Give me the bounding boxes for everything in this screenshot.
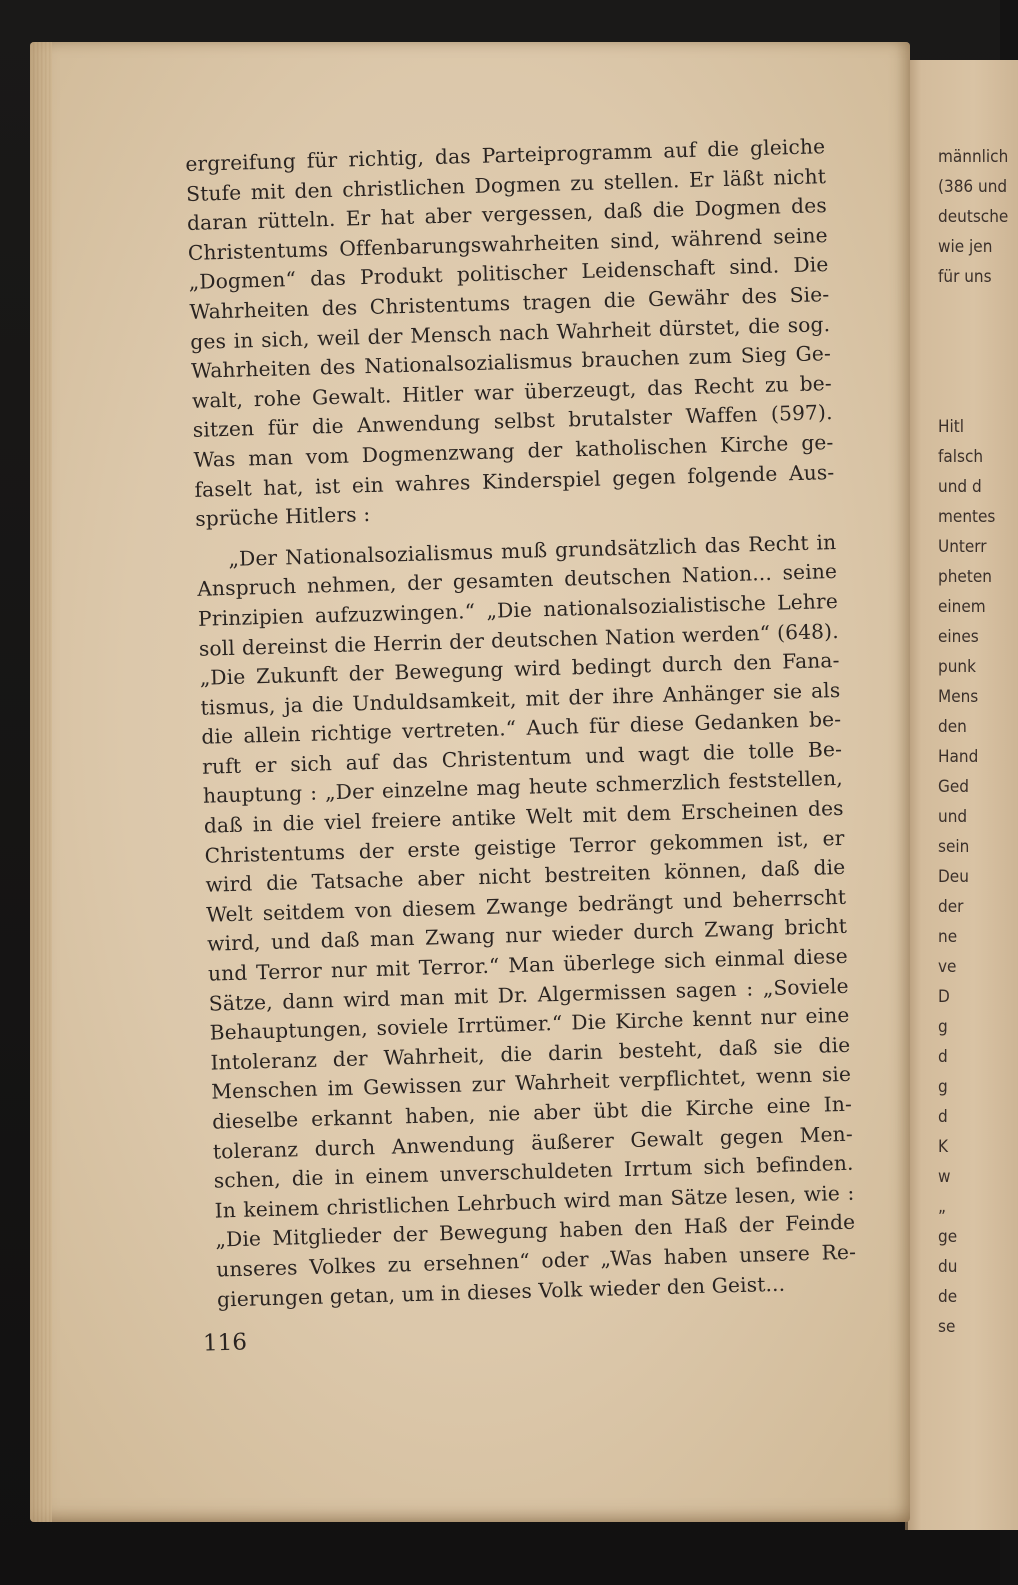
text-line: Christentums der erste geistige Terror gekommen ist, er: [204, 825, 845, 868]
page-edge: [30, 42, 52, 1522]
page-number: 116: [202, 1329, 248, 1357]
text-line: Prinzipien aufzuzwingen.“ „Die nationalsozialistische Lehre: [197, 588, 839, 631]
facing-page-line: K: [938, 1137, 949, 1157]
text-line: ges in sich, weil der Mensch nach Wahrheit dürstet, die sog.: [190, 311, 831, 354]
facing-page: [905, 60, 1018, 1530]
text-line: wird, und daß man Zwang nur wieder durch Zwang bricht: [206, 914, 848, 957]
text-line: Welt seitdem von diesem Zwange bedrängt und beherrscht: [206, 884, 847, 927]
facing-page-line: mentes: [938, 507, 996, 527]
text-line: Christentums Offenbarungswahrheiten sind, während seine: [187, 222, 828, 265]
facing-page-line: du: [938, 1257, 958, 1277]
text-line: Wahrheiten des Nationalsozialismus brauchen zum Sieg Ge-: [190, 341, 832, 384]
facing-page-line: einem: [938, 597, 986, 617]
text-line: wird die Tatsache aber nicht bestreiten können, daß die: [205, 855, 846, 897]
facing-page-line: [938, 322, 1018, 352]
facing-page-line: g: [938, 1077, 948, 1097]
text-line: und Terror nur mit Terror.“ Man überlege sich einmal diese: [207, 943, 849, 986]
text-line: dieselbe erkannt haben, nie aber übt die Kirche eine In-: [211, 1091, 853, 1134]
text-line: „Die Zukunft der Bewegung wird bedingt durch den Fana-: [199, 648, 840, 690]
text-line: Stufe mit den christlichen Dogmen zu stellen. Er läßt nicht: [185, 163, 827, 206]
facing-page-line: (386 und: [938, 177, 1008, 197]
facing-page-line: deutsche: [938, 207, 1009, 227]
text-line: hauptung : „Der einzelne mag heute schmerzlich feststellen,: [202, 766, 844, 809]
text-line: In keinem christlichen Lehrbuch wird man Sätze lesen, wie :: [214, 1180, 855, 1223]
facing-page-line: für uns: [938, 267, 992, 287]
facing-page-line: [938, 352, 1018, 382]
facing-page-line: Mens: [938, 687, 979, 707]
facing-page-line: Unterr: [938, 537, 987, 557]
text-line: ergreifung für richtig, das Parteiprogramm auf die gleiche: [185, 134, 826, 176]
facing-page-line: falsch: [938, 447, 984, 467]
facing-page-line: d: [938, 1107, 948, 1127]
facing-page-line: sein: [938, 837, 970, 857]
text-line: Was man vom Dogmenzwang der katholischen Kirche ge-: [193, 429, 834, 472]
text-line: die allein richtige vertreten.“ Auch für diese Gedanken be-: [201, 707, 842, 750]
facing-page-line: ge: [938, 1227, 958, 1247]
facing-page-line: g: [938, 1017, 948, 1037]
facing-page-line: Ged: [938, 777, 969, 797]
facing-page-line: w: [938, 1167, 951, 1187]
facing-page-line: und: [938, 807, 968, 827]
text-line: sitzen für die Anwendung selbst brutalster Waffen (597).: [192, 400, 833, 443]
facing-page-line: ne: [938, 927, 958, 947]
facing-page-line: punk: [938, 657, 976, 677]
facing-page-line: se: [938, 1317, 956, 1337]
text-line: unseres Volkes zu ersehnen“ oder „Was haben unsere Re-: [215, 1239, 857, 1282]
facing-page-line: D: [938, 987, 950, 1007]
facing-page-line: den: [938, 717, 967, 737]
facing-page-line: [938, 292, 1018, 322]
facing-page-line: de: [938, 1287, 958, 1307]
text-line: Menschen im Gewissen zur Wahrheit verpflichtet, wenn sie: [210, 1062, 852, 1105]
facing-page-line: Hitl: [938, 417, 964, 437]
facing-page-line: Hand: [938, 747, 979, 767]
text-line: daran rütteln. Er hat aber vergessen, daß die Dogmen des: [186, 193, 828, 236]
text-line: Behauptungen, soviele Irrtümer.“ Die Kirche kennt nur eine: [209, 1003, 850, 1045]
paragraph-2: [196, 528, 857, 1315]
facing-page-line: und d: [938, 477, 982, 497]
text-line: Sätze, dann wird man mit Dr. Algermissen sagen : „Soviele: [208, 973, 849, 1016]
text-line: Anspruch nehmen, der gesamten deutschen Nation... seine: [196, 559, 838, 602]
text-line: „Der Nationalsozialismus muß grundsätzlich das Recht in: [228, 529, 837, 571]
text-line: „Dogmen“ das Produkt politischer Leidenschaft sind. Die: [188, 252, 829, 295]
page-body-text: [185, 132, 857, 1315]
text-line: toleranz durch Anwendung äußerer Gewalt gegen Men-: [212, 1121, 854, 1164]
facing-page-line: [938, 382, 1018, 412]
facing-page-text: [938, 142, 1018, 1342]
text-line: daß in die viel freiere antike Welt mit dem Erscheinen des: [203, 795, 844, 838]
facing-page-line: eines: [938, 627, 979, 647]
text-line: sprüche Hitlers :: [194, 502, 371, 531]
facing-page-line: ve: [938, 957, 957, 977]
text-line: gierungen getan, um in dieses Volk wieder den Geist...: [216, 1271, 786, 1312]
text-line: ruft er sich auf das Christentum und wagt die tolle Be-: [201, 736, 843, 779]
text-line: Wahrheiten des Christentums tragen die Gewähr des Sie-: [189, 282, 830, 324]
facing-page-line: pheten: [938, 567, 992, 587]
facing-page-line: wie jen: [938, 237, 993, 257]
facing-page-line: d: [938, 1047, 948, 1067]
paragraph-1: [185, 132, 835, 534]
facing-page-line: der: [938, 897, 964, 917]
text-line: schen, die in einem unverschuldeten Irrtum sich befinden.: [213, 1150, 854, 1193]
text-line: walt, rohe Gewalt. Hitler war überzeugt, das Recht zu be-: [191, 370, 833, 413]
facing-page-line: männlich: [938, 147, 1009, 167]
facing-page-line: Deu: [938, 867, 969, 887]
text-line: soll dereinst die Herrin der deutschen Nation werden“ (648).: [198, 618, 840, 661]
text-line: „Die Mitglieder der Bewegung haben den Haß der Feinde: [215, 1210, 856, 1252]
text-line: Intoleranz der Wahrheit, die darin besteht, daß sie die: [210, 1032, 851, 1075]
facing-page-line: „: [938, 1197, 946, 1217]
text-line: faselt hat, ist ein wahres Kinderspiel gegen folgende Aus-: [194, 459, 835, 502]
text-line: tismus, ja die Unduldsamkeit, mit der ihre Anhänger sie als: [200, 677, 841, 720]
